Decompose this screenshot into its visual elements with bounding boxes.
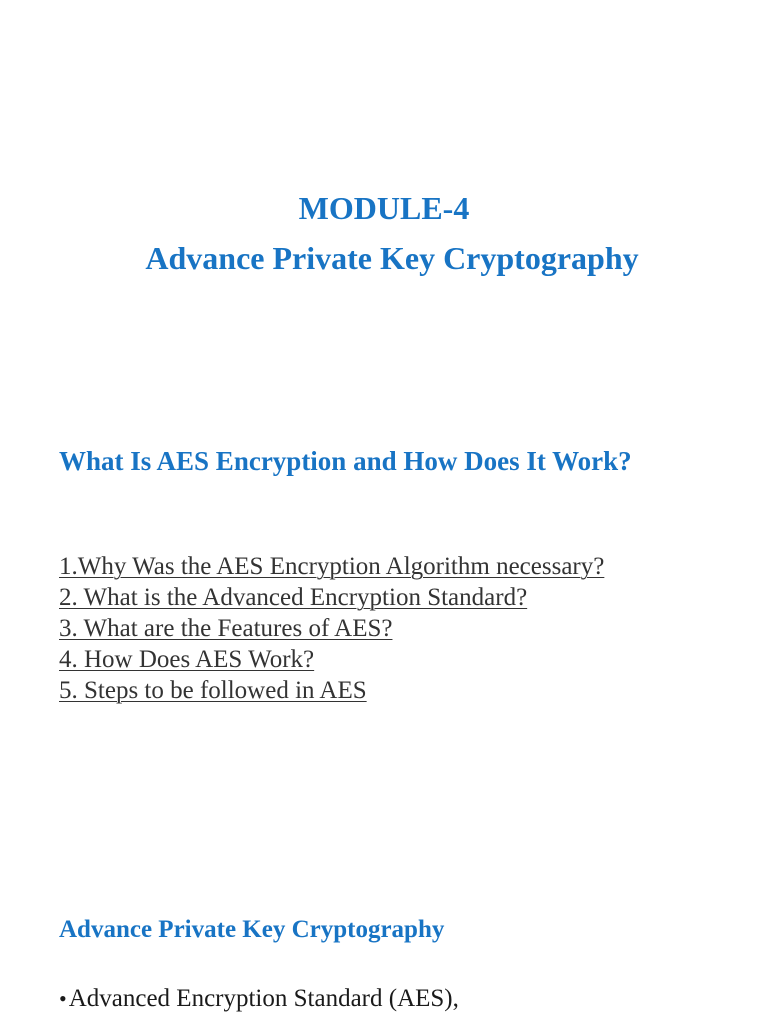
section2-heading: Advance Private Key Cryptography (59, 916, 445, 943)
toc-item (59, 551, 604, 582)
bullet-item (59, 983, 459, 1015)
toc-item (59, 675, 604, 706)
toc-item (59, 644, 604, 675)
toc-link-aes-steps[interactable]: 5. Steps to be followed in AES (59, 677, 367, 704)
toc-link-aes-working[interactable]: 4. How Does AES Work? (59, 646, 315, 673)
bullet-text: Advanced Encryption Standard (AES), (68, 985, 459, 1012)
toc-link-aes-necessity[interactable]: 1.Why Was the AES Encryption Algorithm necessary? (59, 553, 605, 580)
section-heading: What Is AES Encryption and How Does It Work? (59, 446, 632, 476)
module-subtitle: Advance Private Key Cryptography (145, 240, 639, 276)
module-title: MODULE-4 (298, 190, 470, 226)
bullet-icon: • (59, 986, 67, 1011)
toc-item (59, 613, 604, 644)
toc-link-aes-definition[interactable]: 2. What is the Advanced Encryption Standard? (59, 584, 528, 611)
table-of-contents (59, 551, 604, 706)
toc-item (59, 582, 604, 613)
toc-link-aes-features[interactable]: 3. What are the Features of AES? (59, 615, 393, 642)
